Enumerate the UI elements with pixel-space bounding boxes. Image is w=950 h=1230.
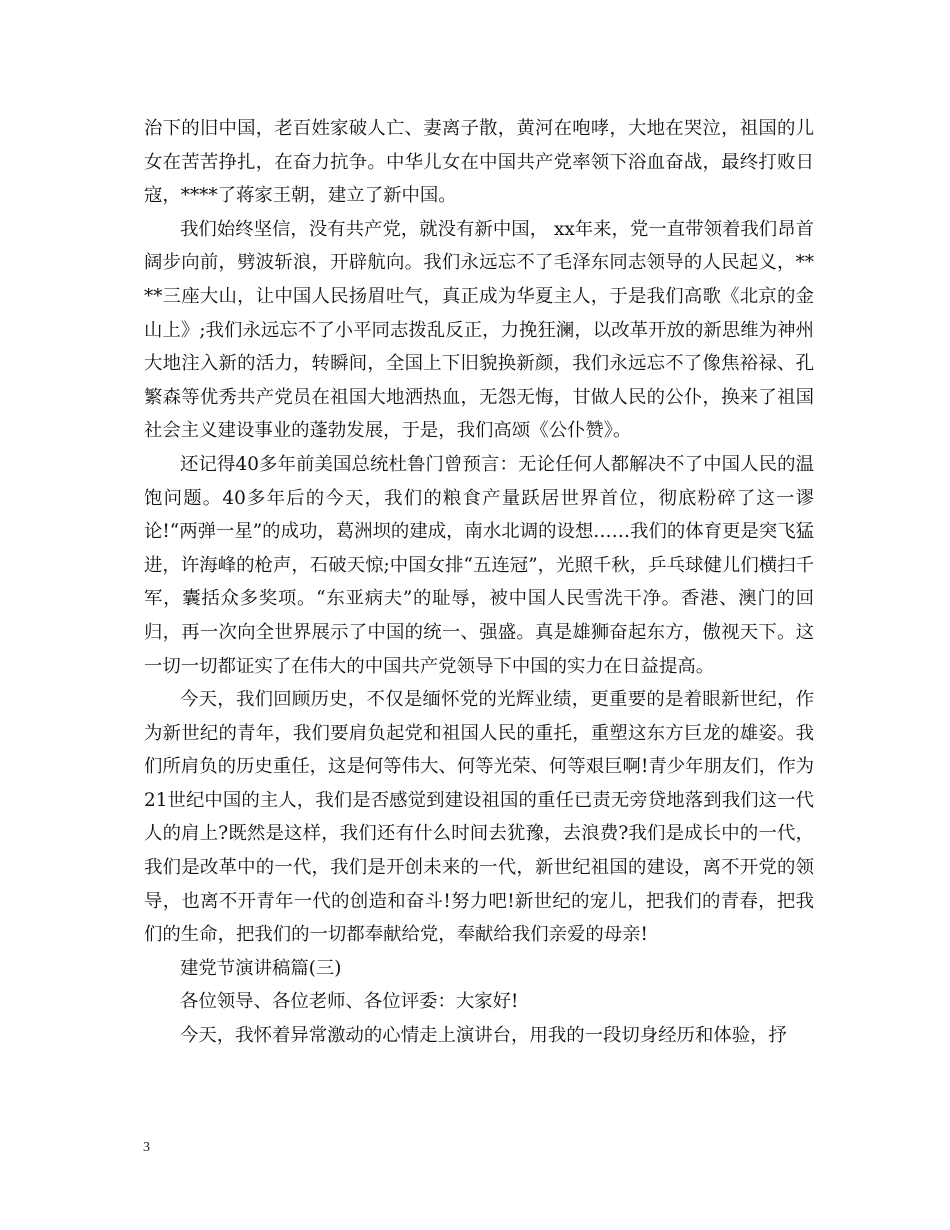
document-body: [144, 112, 814, 1053]
greeting-line: 各位领导、各位老师、各位评委：大家好!: [180, 991, 519, 1013]
paragraph-1: 治下的旧中国，老百姓家破人亡、妻离子散，黄河在咆哮，大地在哭泣，祖国的儿女在苦苦挣扎，在奋力抗争。中华儿女在中国共产党率领下浴血奋战，最终打败日寇，****了蒋家王朝，建立了新中国。: [144, 118, 814, 207]
page-number: 3: [143, 1140, 150, 1155]
paragraph-4: 今天，我们回顾历史，不仅是缅怀党的光辉业绩，更重要的是着眼新世纪，作为新世纪的青年，我们要肩负起党和祖国人民的重托，重塑这东方巨龙的雄姿。我们所肩负的历史重任，这是何等伟大、何等光荣、何等艰巨啊!青少年朋友们，作为21世纪中国的主人，我们是否感觉到建设祖国的重任已责无旁贷地落到我们这一代人的肩上?既然是这样，我们还有什么时间去犹豫，去浪费?我们是成长中的一代，我们是改革中的一代，我们是开创未来的一代，新世纪祖国的建设，离不开党的领导，也离不开青年一代的创造和奋斗!努力吧!新世纪的宠儿，把我们的青春，把我们的生命，把我们的一切都奉献给党，奉献给我们亲爱的母亲!: [144, 689, 814, 946]
paragraph-7: 今天，我怀着异常激动的心情走上演讲台，用我的一段切身经历和体验，抒: [180, 1025, 787, 1047]
paragraph-3: 还记得40多年前美国总统杜鲁门曾预言：无论任何人都解决不了中国人民的温饱问题。40多年后的今天，我们的粮食产量跃居世界首位，彻底粉碎了这一谬论!“两弹一星”的成功，葛洲坝的建成，南水北调的设想……我们的体育更是突飞猛进，许海峰的枪声，石破天惊;中国女排“五连冠”，光照千秋，乒乓球健儿们横扫千军，囊括众多奖项。“东亚病夫”的耻辱，被中国人民雪洗干净。香港、澳门的回归，再一次向全世界展示了中国的统一、强盛。真是雄狮奋起东方，傲视天下。这一切一切都证实了在伟大的中国共产党领导下中国的实力在日益提高。: [144, 453, 814, 677]
section-heading: 建党节演讲稿篇(三): [180, 957, 342, 979]
paragraph-2: 我们始终坚信，没有共产党，就没有新中国， xx年来，党一直带领着我们昂首阔步向前，劈波斩浪，开辟航向。我们永远忘不了毛泽东同志领导的人民起义，****三座大山，让中国人民扬眉吐气，真正成为华夏主人，于是我们高歌《北京的金山上》;我们永远忘不了小平同志拨乱反正，力挽狂澜，以改革开放的新思维为神州大地注入新的活力，转瞬间，全国上下旧貌换新颜，我们永远忘不了像焦裕禄、孔繁森等优秀共产党员在祖国大地洒热血，无怨无悔，甘做人民的公仆，换来了祖国社会主义建设事业的蓬勃发展，于是，我们高颂《公仆赞》。: [144, 218, 814, 442]
